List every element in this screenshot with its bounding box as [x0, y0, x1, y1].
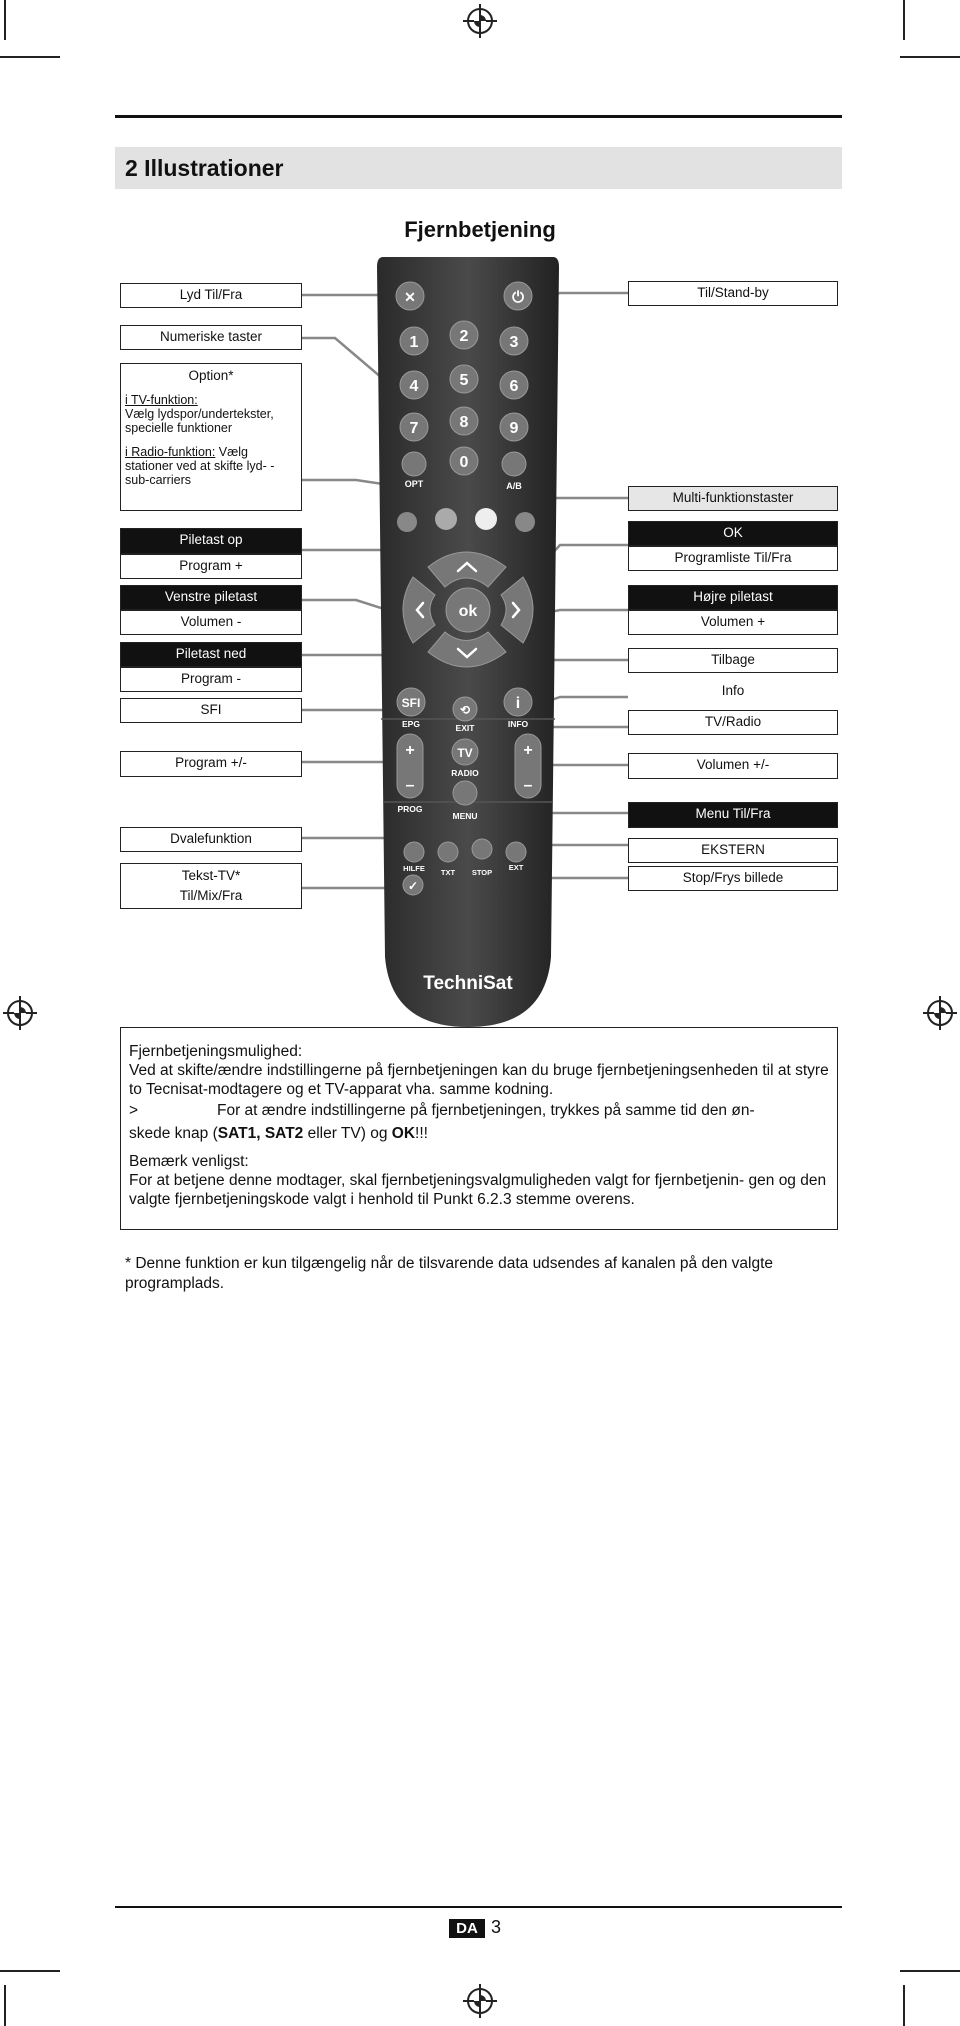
key-label: 9 [509, 420, 519, 437]
ext-button[interactable] [506, 842, 526, 862]
blue-button[interactable] [515, 512, 535, 532]
note-text: For at betjene denne modtager, skal fjernbetjeningsvalgmuligheden valgt for fjernbetjenin- gen og den valgte fjernbetjeningskode valgt i henhold til Punkt 6.2.3 stemme overens. [129, 1172, 827, 1208]
txt-label: TXT [440, 868, 456, 877]
green-button[interactable] [435, 508, 457, 530]
key-label: 0 [459, 454, 469, 471]
crop-mark [900, 1970, 960, 1972]
check-icon: ✓ [407, 879, 419, 893]
info-heading: Fjernbetjeningsmulighed: [129, 1043, 303, 1060]
label-piletast-op: Piletast op [120, 528, 302, 554]
label-dvale: Dvalefunktion [120, 827, 302, 852]
hilfe-button[interactable] [404, 842, 424, 862]
page-number: 3 [491, 1917, 502, 1937]
language-badge: DA [449, 1919, 485, 1938]
label-ekstern: EKSTERN [628, 838, 838, 863]
label-venstre: Venstre piletast [120, 585, 302, 610]
stop-button[interactable] [472, 839, 492, 859]
label-sfi: SFI [120, 698, 302, 723]
section-heading: 2 Illustrationer [115, 147, 842, 189]
label-tilbage: Tilbage [628, 648, 838, 673]
label-programliste: Programliste Til/Fra [628, 546, 838, 571]
remote-control [373, 257, 563, 1027]
info-instruction-cont: skede knap (SAT1, SAT2 eller TV) og OK!!! [129, 1125, 428, 1142]
label-volumen-minus: Volumen - [120, 610, 302, 635]
opt-label: OPT [404, 479, 424, 489]
label-volumen-plus: Volumen + [628, 610, 838, 635]
label-piletast-ned: Piletast ned [120, 642, 302, 667]
label-ok: OK [628, 521, 838, 546]
info-instruction: > For at ændre indstillingerne på fjernbetjeningen, trykkes på samme tid den øn- [129, 1102, 755, 1119]
radio-label: RADIO [451, 768, 479, 778]
option-title: Option* [188, 368, 234, 383]
mute-icon: ✕ [404, 289, 416, 305]
label-standby: Til/Stand-by [628, 281, 838, 306]
ab-button[interactable] [502, 452, 526, 476]
key-label: 8 [459, 414, 469, 431]
key-label: 2 [459, 328, 469, 345]
ok-label: ok [458, 603, 478, 620]
minus-icon: – [523, 777, 533, 794]
label-tekst-tv: Tekst-TV* Til/Mix/Fra [120, 863, 302, 909]
ext-label: EXT [508, 863, 524, 872]
option-box [120, 363, 302, 511]
power-icon: ⏻ [512, 289, 524, 306]
hilfe-label: HILFE [403, 864, 425, 873]
info-box [120, 1027, 838, 1230]
label-lyd: Lyd Til/Fra [120, 283, 302, 308]
info-key-label: i [515, 695, 521, 712]
label-program-plus: Program + [120, 554, 302, 579]
radio-funktion: i Radio-funktion: Vælg stationer ved at skifte lyd- -sub-carriers [125, 445, 275, 487]
red-button[interactable] [397, 512, 417, 532]
yellow-button[interactable] [475, 508, 497, 530]
ab-label: A/B [506, 481, 522, 491]
label-info: Info [721, 683, 745, 698]
plus-icon: + [405, 742, 415, 759]
label-numeriske: Numeriske taster [120, 325, 302, 350]
label-program-minus: Program - [120, 667, 302, 692]
brand-logo: TechniSat [423, 973, 513, 994]
key-label: 7 [409, 420, 419, 437]
label-menu: Menu Til/Fra [628, 802, 838, 828]
key-label: 5 [459, 372, 469, 389]
bottom-rule [115, 1906, 842, 1908]
crop-mark [903, 1985, 905, 2026]
sfi-label: SFI [401, 696, 421, 710]
exit-label: EXIT [455, 723, 475, 733]
menu-label: MENU [452, 811, 478, 821]
label-tv-radio: TV/Radio [628, 710, 838, 735]
txt-button[interactable] [438, 842, 458, 862]
tv-label: TV [457, 746, 473, 760]
label-hojre: Højre piletast [628, 585, 838, 610]
crop-mark [0, 1970, 60, 1972]
tv-funktion: i TV-funktion: Vælg lydspor/undertekster, specielle funktioner [125, 393, 274, 435]
registration-mark-icon [467, 1988, 493, 2014]
epg-label: EPG [402, 719, 420, 729]
label-program-pm: Program +/- [120, 751, 302, 777]
opt-button[interactable] [402, 452, 426, 476]
key-label: 6 [509, 378, 519, 395]
info-label: INFO [507, 719, 529, 729]
note-heading: Bemærk venligst: [129, 1153, 249, 1170]
minus-icon: – [405, 777, 415, 794]
footnote: * Denne funktion er kun tilgængelig når de tilsvarende data udsendes af kanalen på den valgte programplads. [125, 1255, 774, 1292]
label-stop: Stop/Frys billede [628, 866, 838, 891]
plus-icon: + [523, 742, 533, 759]
info-paragraph: Ved at skifte/ændre indstillingerne på fjernbetjeningen kan du bruge fjernbetjeningsenheden til at styre to Tecnisat-modtagere og et TV-apparat vha. samme kodning. [129, 1062, 829, 1098]
radio-button[interactable] [453, 781, 477, 805]
crop-mark [4, 1985, 6, 2026]
stop-label: STOP [471, 868, 493, 877]
exit-icon: ⟲ [459, 703, 471, 717]
prog-label: PROG [397, 804, 423, 814]
key-label: 1 [409, 334, 419, 351]
label-volumen-pm: Volumen +/- [628, 753, 838, 779]
key-label: 4 [409, 378, 419, 395]
label-multi: Multi-funktionstaster [628, 486, 838, 511]
figure-title: Fjernbetjening [404, 217, 556, 242]
key-label: 3 [509, 334, 519, 351]
